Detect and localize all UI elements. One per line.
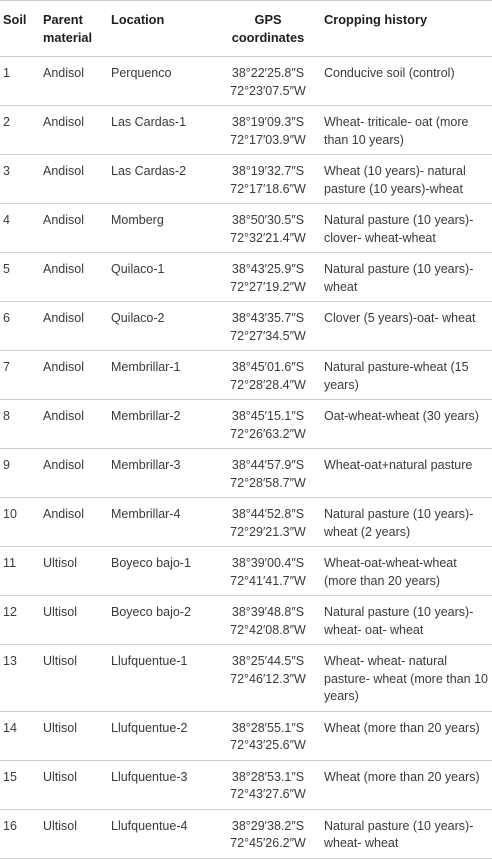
cell-location: Momberg [108,204,215,253]
gps-longitude: 72°45′26.2″W [230,836,306,850]
cell-parent-material: Andisol [40,155,108,204]
gps-longitude: 72°41′41.7″W [230,573,306,588]
cell-gps-coordinates [215,155,321,204]
cell-soil: 12 [0,596,40,645]
cell-soil: 7 [0,351,40,400]
cell-soil: 4 [0,204,40,253]
cell-parent-material: Andisol [40,351,108,400]
cell-cropping-history: Conducive soil (control) [321,57,492,106]
cell-parent-material: Andisol [40,253,108,302]
cell-location: Membrillar-1 [108,351,215,400]
gps-longitude: 72°43′27.6″W [230,787,306,801]
cell-cropping-history: Clover (5 years)-oat- wheat [321,302,492,351]
cell-parent-material: Andisol [40,498,108,547]
cell-gps-coordinates [215,809,321,858]
cell-cropping-history: Natural pasture (10 years)-wheat- oat- wheat [321,596,492,645]
gps-latitude: 38°39′48.8″S [231,605,305,619]
cell-location: Las Cardas-2 [108,155,215,204]
cell-location: Quilaco-2 [108,302,215,351]
cell-cropping-history: Natural pasture (10 years)-clover- wheat-wheat [321,204,492,253]
cell-gps-coordinates [215,547,321,596]
gps-latitude: 38°43′25.9″S [231,262,305,276]
table-row [0,711,492,760]
cell-gps-coordinates [215,596,321,645]
cell-cropping-history: Natural pasture (10 years)-wheat [321,253,492,302]
cell-gps-coordinates [215,204,321,253]
cell-soil: 1 [0,57,40,106]
gps-longitude: 72°46′12.3″W [230,671,306,686]
cell-soil: 6 [0,302,40,351]
gps-latitude: 38°45′01.6″S [231,360,305,374]
header-gps-coordinates: GPS coordinates [215,1,321,57]
cell-soil: 8 [0,400,40,449]
gps-longitude: 72°17′18.6″W [230,181,306,196]
gps-longitude: 72°27′19.2″W [230,279,306,294]
header-soil: Soil [0,1,40,57]
cell-gps-coordinates [215,253,321,302]
cell-location: Membrillar-2 [108,400,215,449]
gps-latitude: 38°44′52.8″S [231,507,305,521]
cell-parent-material: Ultisol [40,596,108,645]
table-row [0,449,492,498]
cell-parent-material: Ultisol [40,547,108,596]
header-row [0,1,492,57]
cell-gps-coordinates [215,711,321,760]
gps-latitude: 38°19′32.7″S [231,164,305,178]
cell-parent-material: Ultisol [40,645,108,712]
cell-soil: 11 [0,547,40,596]
table-row [0,106,492,155]
cell-soil: 3 [0,155,40,204]
cell-parent-material: Andisol [40,106,108,155]
cell-gps-coordinates [215,498,321,547]
cell-parent-material: Ultisol [40,711,108,760]
cell-location: Llufquentue-4 [108,809,215,858]
header-parent-material: Parent material [40,1,108,57]
cell-parent-material: Andisol [40,449,108,498]
cell-parent-material: Ultisol [40,809,108,858]
cell-cropping-history: Natural pasture (10 years)-wheat (2 years) [321,498,492,547]
cell-cropping-history: Wheat-oat-wheat-wheat (more than 20 years) [321,547,492,596]
cell-gps-coordinates [215,57,321,106]
cell-gps-coordinates [215,302,321,351]
gps-latitude: 38°25′44.5″S [231,654,305,668]
cell-gps-coordinates [215,645,321,712]
gps-longitude: 72°32′21.4″W [230,230,306,245]
cell-cropping-history: Natural pasture-wheat (15 years) [321,351,492,400]
table-row [0,809,492,858]
gps-latitude: 38°19′09.3″S [231,115,305,129]
table-row [0,155,492,204]
cell-location: Membrillar-4 [108,498,215,547]
cell-gps-coordinates [215,106,321,155]
table-row [0,57,492,106]
gps-latitude: 38°29′38.2″S [231,818,305,833]
gps-latitude: 38°22′25.8″S [231,66,305,80]
cell-cropping-history: Wheat (10 years)- natural pasture (10 years)-wheat [321,155,492,204]
cell-soil: 13 [0,645,40,712]
cell-gps-coordinates [215,400,321,449]
cell-cropping-history: Wheat- triticale- oat (more than 10 years) [321,106,492,155]
cell-cropping-history: Natural pasture (10 years)-wheat- wheat [321,809,492,858]
table-row [0,547,492,596]
cell-parent-material: Ultisol [40,760,108,809]
gps-latitude: 38°39′00.4″S [231,556,305,570]
gps-longitude: 72°17′03.9″W [230,132,306,147]
cell-location: Quilaco-1 [108,253,215,302]
gps-latitude: 38°28′53.1″S [231,769,305,784]
table-row [0,645,492,712]
cell-parent-material: Andisol [40,302,108,351]
gps-longitude: 72°26′63.2″W [230,426,306,441]
table-row [0,498,492,547]
cell-location: Llufquentue-3 [108,760,215,809]
gps-latitude: 38°45′15.1″S [231,409,305,423]
cell-soil: 14 [0,711,40,760]
gps-longitude: 72°29′21.3″W [230,524,306,539]
cell-parent-material: Andisol [40,204,108,253]
table-row [0,253,492,302]
cell-cropping-history: Oat-wheat-wheat (30 years) [321,400,492,449]
gps-longitude: 72°28′58.7″W [230,475,306,490]
cell-cropping-history: Wheat- wheat- natural pasture- wheat (more than 10 years) [321,645,492,712]
cell-location: Membrillar-3 [108,449,215,498]
cell-gps-coordinates [215,760,321,809]
gps-latitude: 38°43′35.7″S [231,311,305,325]
cell-location: Llufquentue-1 [108,645,215,712]
gps-latitude: 38°44′57.9″S [231,458,305,472]
cell-soil: 16 [0,809,40,858]
header-cropping-history: Cropping history [321,1,492,57]
cell-location: Boyeco bajo-1 [108,547,215,596]
cell-cropping-history: Wheat (more than 20 years) [321,760,492,809]
cell-gps-coordinates [215,449,321,498]
cell-cropping-history: Wheat-oat+natural pasture [321,449,492,498]
table-row [0,400,492,449]
table-row [0,760,492,809]
gps-longitude: 72°42′08.8″W [230,622,306,637]
cell-location: Boyeco bajo-2 [108,596,215,645]
gps-longitude: 72°27′34.5″W [230,328,306,343]
gps-latitude: 38°50′30.5″S [231,213,305,227]
cell-soil: 2 [0,106,40,155]
table-row [0,204,492,253]
cell-location: Perquenco [108,57,215,106]
gps-latitude: 38°28′55.1″S [231,720,305,735]
cell-soil: 15 [0,760,40,809]
cell-location: Las Cardas-1 [108,106,215,155]
cell-soil: 9 [0,449,40,498]
table-row [0,302,492,351]
table-header [0,1,492,57]
cell-soil: 10 [0,498,40,547]
table-row [0,351,492,400]
gps-longitude: 72°43′25.6″W [230,738,306,752]
header-location: Location [108,1,215,57]
cell-location: Llufquentue-2 [108,711,215,760]
table-row [0,596,492,645]
gps-longitude: 72°23′07.5″W [230,83,306,98]
cell-cropping-history: Wheat (more than 20 years) [321,711,492,760]
cell-parent-material: Andisol [40,57,108,106]
table-body [0,57,492,859]
cell-soil: 5 [0,253,40,302]
gps-longitude: 72°28′28.4″W [230,377,306,392]
cell-parent-material: Andisol [40,400,108,449]
cell-gps-coordinates [215,351,321,400]
